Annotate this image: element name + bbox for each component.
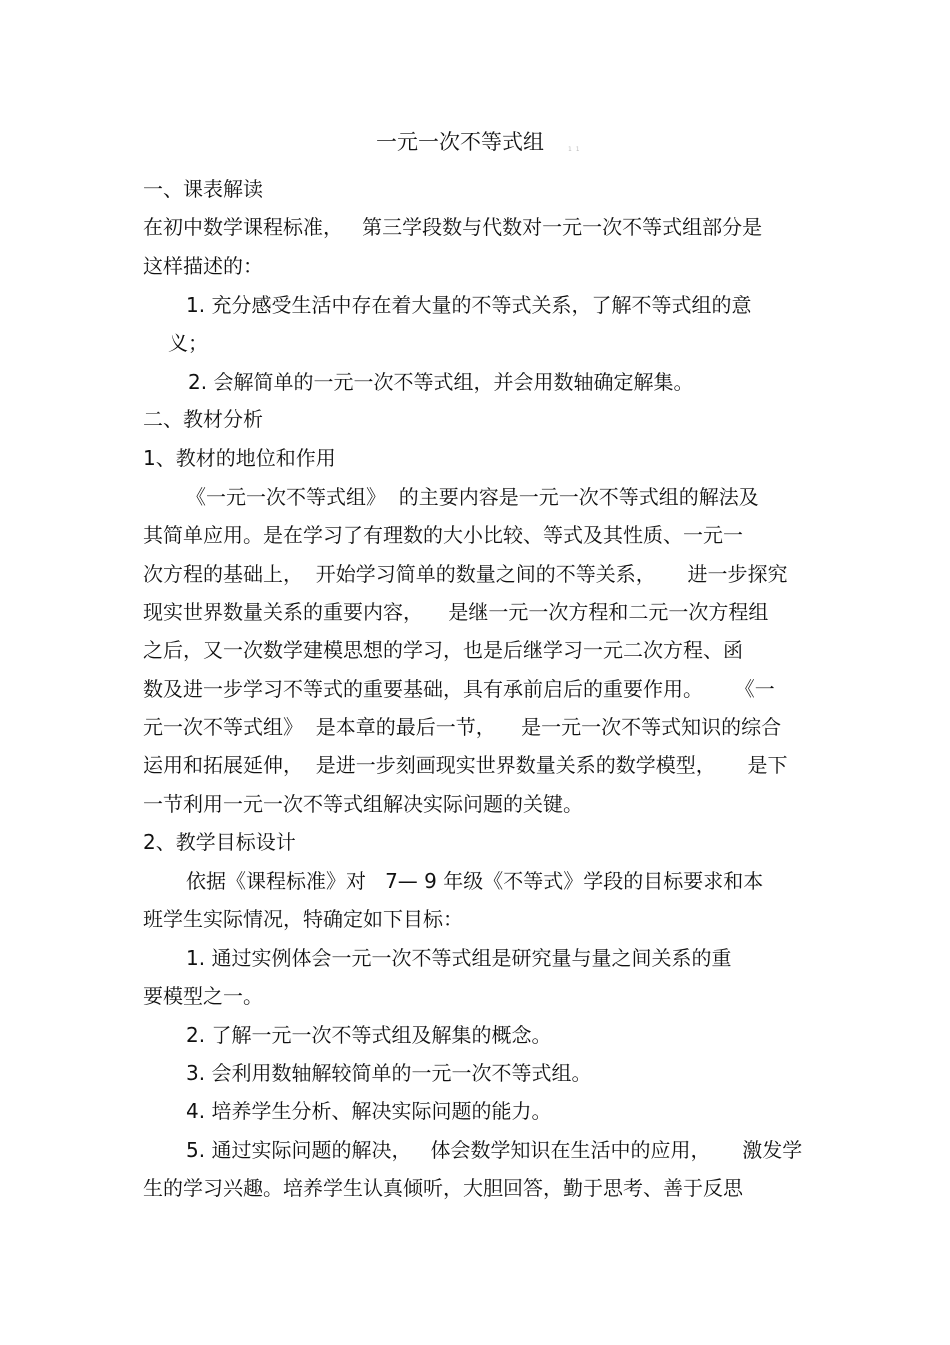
list-item: 2. 会解简单的一元一次不等式组，并会用数轴确定解集。 (188, 370, 694, 394)
list-item-cont: 生的学习兴趣。培养学生认真倾听，大胆回答，勤于思考、善于反思 (143, 1176, 743, 1200)
list-item: 2. 了解一元一次不等式组及解集的概念。 (186, 1023, 552, 1047)
paragraph-line: 数及进一步学习不等式的重要基础，具有承前启后的重要作用。 《一 (143, 677, 775, 701)
paragraph-line: 在初中数学课程标准， 第三学段数与代数对一元一次不等式组部分是 (143, 215, 763, 239)
list-item-cont: 要模型之一。 (143, 984, 263, 1008)
paragraph-line: 次方程的基础上， 开始学习简单的数量之间的不等关系， 进一步探究 (143, 562, 788, 586)
title-mark: 1 1 (568, 146, 581, 153)
sub-heading-2: 2、教学目标设计 (143, 830, 296, 854)
list-item: 1. 充分感受生活中存在着大量的不等式关系，了解不等式组的意 (186, 293, 752, 317)
paragraph-line: 一节利用一元一次不等式组解决实际问题的关键。 (143, 792, 583, 816)
paragraph-line: 依据《课程标准》对 7— 9 年级《不等式》学段的目标要求和本 (186, 869, 764, 893)
document-title: 一元一次不等式组 (376, 130, 544, 154)
list-item: 1. 通过实例体会一元一次不等式组是研究量与量之间关系的重 (186, 946, 732, 970)
paragraph-line: 班学生实际情况，特确定如下目标： (143, 907, 463, 931)
paragraph-line: 《一元一次不等式组》 的主要内容是一元一次不等式组的解法及 (186, 485, 759, 509)
paragraph-line: 运用和拓展延伸， 是进一步刻画现实世界数量关系的数学模型， 是下 (143, 753, 788, 777)
list-item: 4. 培养学生分析、解决实际问题的能力。 (186, 1099, 552, 1123)
paragraph-line: 元一次不等式组》 是本章的最后一节， 是一元一次不等式知识的综合 (143, 715, 782, 739)
sub-heading-1: 1、教材的地位和作用 (143, 446, 336, 470)
paragraph-line: 之后，又一次数学建模思想的学习，也是后继学习一元二次方程、函 (143, 638, 743, 662)
list-item: 3. 会利用数轴解较简单的一元一次不等式组。 (186, 1061, 592, 1085)
section-heading-2: 二、教材分析 (143, 407, 263, 431)
paragraph-line: 其简单应用。是在学习了有理数的大小比较、等式及其性质、一元一 (143, 523, 743, 547)
paragraph-line: 这样描述的： (143, 254, 263, 278)
list-item: 5. 通过实际问题的解决， 体会数学知识在生活中的应用， 激发学 (186, 1138, 803, 1162)
list-item-cont: 义； (168, 331, 208, 355)
paragraph-line: 现实世界数量关系的重要内容， 是继一元一次方程和二元一次方程组 (143, 600, 769, 624)
section-heading-1: 一、课表解读 (143, 177, 263, 201)
